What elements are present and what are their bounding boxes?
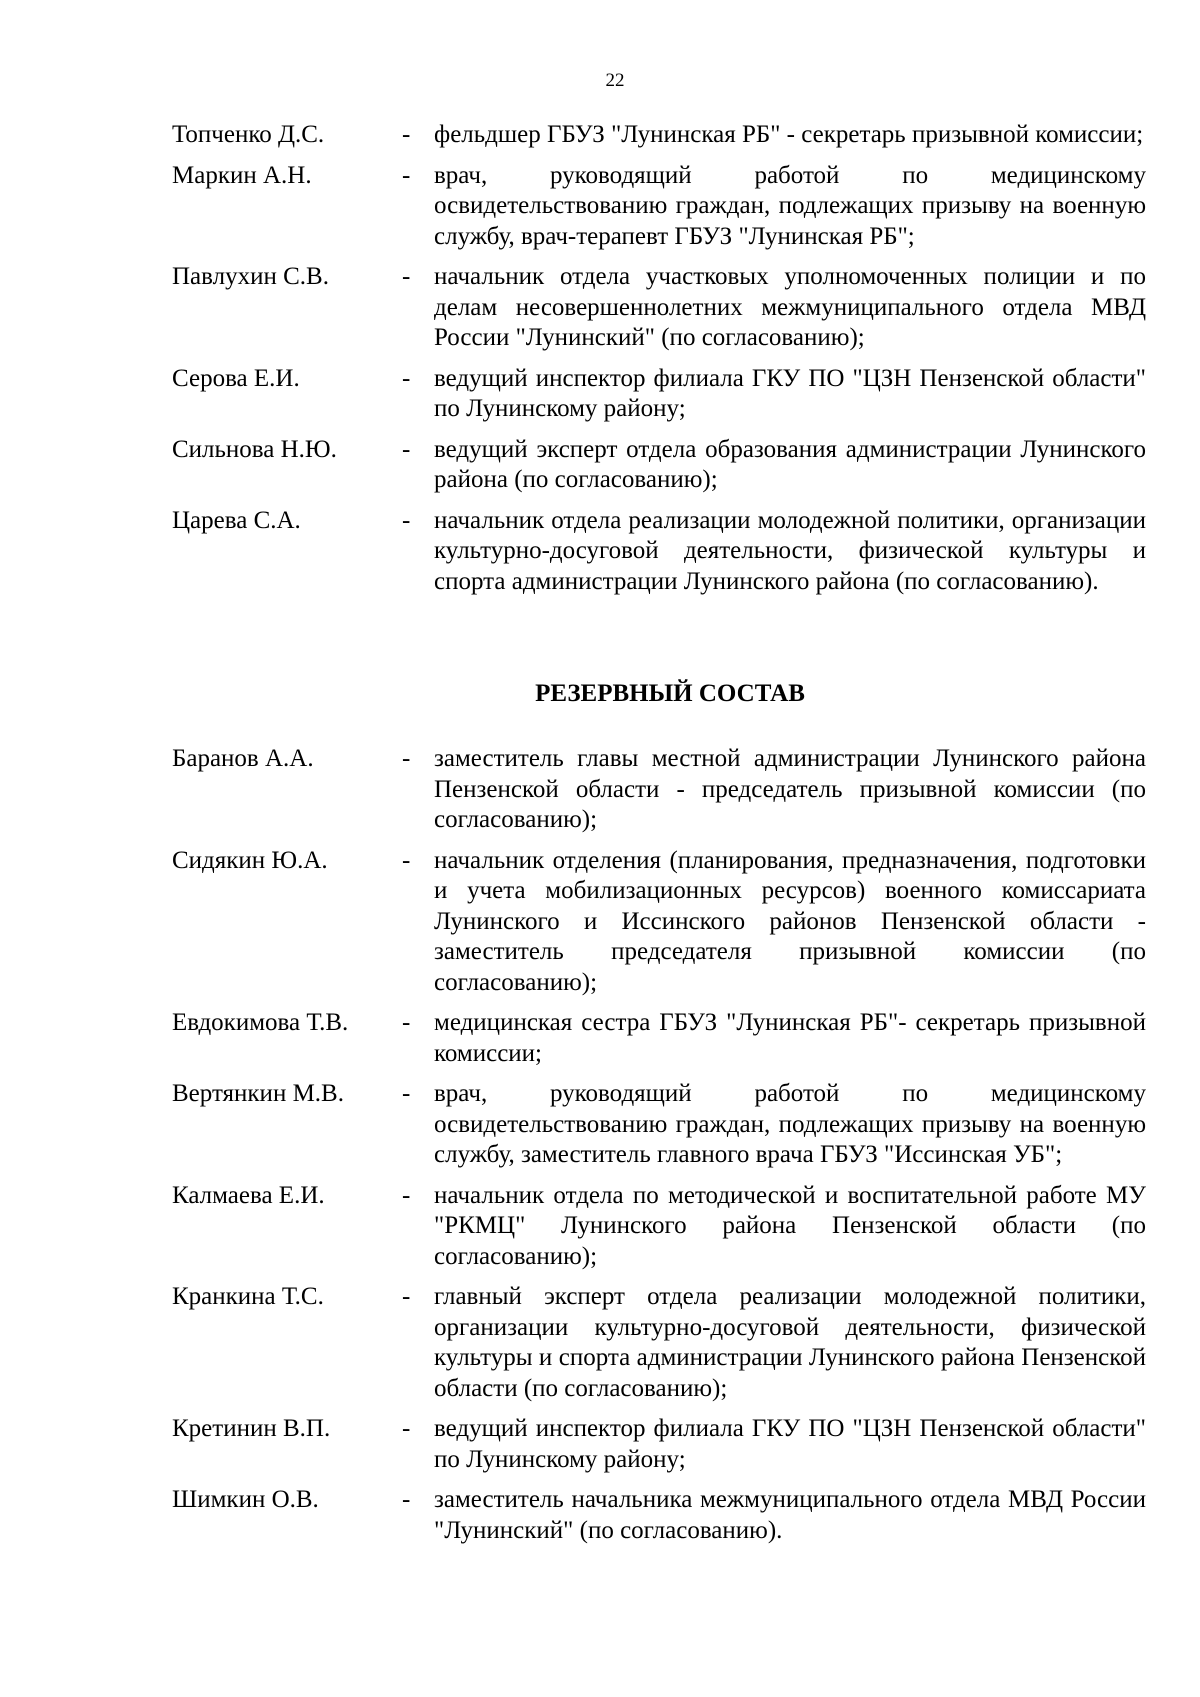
member-role: начальник отдела реализации молодежной политики, организации культурно-досуговой деятельности, физической культуры и спорта администрации Лунинского района (по согласованию). — [434, 506, 1146, 595]
reserve-member-entry — [0, 1181, 1200, 1273]
member-name: Евдокимова Т.В. — [172, 1009, 349, 1036]
member-entry — [0, 506, 1200, 598]
member-dash: - — [402, 263, 411, 290]
member-name: Сидякин Ю.А. — [172, 846, 328, 874]
member-dash: - — [402, 161, 411, 189]
member-entry — [0, 364, 1200, 425]
reserve-member-entry — [0, 1008, 1200, 1069]
member-entry — [0, 435, 1200, 496]
member-role: фельдшер ГБУЗ "Лунинская РБ" - секретарь призывной комиссии; — [434, 121, 1144, 148]
member-entry — [0, 262, 1200, 354]
member-role: ведущий инспектор филиала ГКУ ПО "ЦЗН Пензенской области" по Лунинскому району; — [434, 1415, 1146, 1473]
member-dash: - — [402, 1009, 411, 1036]
member-role: врач, руководящий работой по медицинскому освидетельствованию граждан, подлежащих призыву на военную службу, заместитель главного врача ГБУЗ "Иссинская УБ"; — [434, 1080, 1146, 1168]
member-name: Кретинин В.П. — [172, 1415, 331, 1442]
page-number: 22 — [605, 70, 625, 91]
member-name: Баранов А.А. — [172, 745, 314, 772]
member-name: Вертянкин М.В. — [172, 1080, 344, 1107]
member-name: Топченко Д.С. — [172, 121, 325, 148]
member-dash: - — [402, 1283, 411, 1310]
reserve-member-entry — [0, 1282, 1200, 1404]
reserve-member-entry — [0, 1485, 1200, 1546]
member-role: главный эксперт отдела реализации молодежной политики, организации культурно-досуговой деятельности, физической культуры и спорта администрации Лунинского района Пензенской области (по согласованию); — [434, 1283, 1146, 1402]
reserve-section-heading: РЕЗЕРВНЫЙ СОСТАВ — [535, 680, 805, 707]
member-role: ведущий эксперт отдела образования администрации Лунинского района (по согласованию); — [434, 435, 1146, 493]
member-dash: - — [402, 121, 411, 148]
reserve-member-entry — [0, 846, 1200, 999]
member-role: врач, руководящий работой по медицинскому освидетельствованию граждан, подлежащих призыву на военную службу, врач-терапевт ГБУЗ "Лунинская РБ"; — [434, 161, 1146, 250]
member-dash: - — [402, 364, 411, 392]
member-entry — [0, 120, 1200, 151]
member-dash: - — [402, 846, 411, 874]
member-dash: - — [402, 506, 411, 534]
member-name: Сильнова Н.Ю. — [172, 435, 337, 463]
reserve-member-entry — [0, 1414, 1200, 1475]
member-dash: - — [402, 745, 411, 772]
member-dash: - — [402, 1181, 411, 1209]
member-role: начальник отдела по методической и воспитательной работе МУ "РКМЦ" Лунинского района Пензенской области (по согласованию); — [434, 1181, 1146, 1270]
member-dash: - — [402, 1486, 411, 1513]
member-entry — [0, 161, 1200, 253]
reserve-members-list — [0, 744, 1200, 1556]
member-role: заместитель начальника межмуниципального отдела МВД России "Лунинский" (по согласованию). — [434, 1486, 1146, 1544]
member-dash: - — [402, 1415, 411, 1442]
member-dash: - — [402, 435, 411, 463]
member-role: ведущий инспектор филиала ГКУ ПО "ЦЗН Пензенской области" по Лунинскому району; — [434, 364, 1146, 422]
member-role: заместитель главы местной администрации Лунинского района Пензенской области - председатель призывной комиссии (по согласованию); — [434, 745, 1146, 833]
member-role: начальник отделения (планирования, предназначения, подготовки и учета мобилизационных ресурсов) военного комиссариата Лунинского и Иссинского районов Пензенской области - заместитель председателя призывной комиссии (по согласованию); — [434, 846, 1146, 996]
member-name: Царева С.А. — [172, 506, 301, 534]
member-name: Кранкина Т.С. — [172, 1283, 324, 1310]
main-members-list — [0, 120, 1200, 607]
reserve-member-entry — [0, 1079, 1200, 1171]
member-dash: - — [402, 1080, 411, 1107]
member-name: Павлухин С.В. — [172, 263, 329, 290]
member-role: начальник отдела участковых уполномоченных полиции и по делам несовершеннолетних межмуниципального отдела МВД России "Лунинский" (по согласованию); — [434, 263, 1146, 351]
member-name: Шимкин О.В. — [172, 1486, 319, 1513]
reserve-member-entry — [0, 744, 1200, 836]
member-name: Маркин А.Н. — [172, 161, 312, 189]
member-role: медицинская сестра ГБУЗ "Лунинская РБ"- секретарь призывной комиссии; — [434, 1009, 1146, 1067]
member-name: Калмаева Е.И. — [172, 1181, 325, 1209]
member-name: Серова Е.И. — [172, 364, 300, 392]
